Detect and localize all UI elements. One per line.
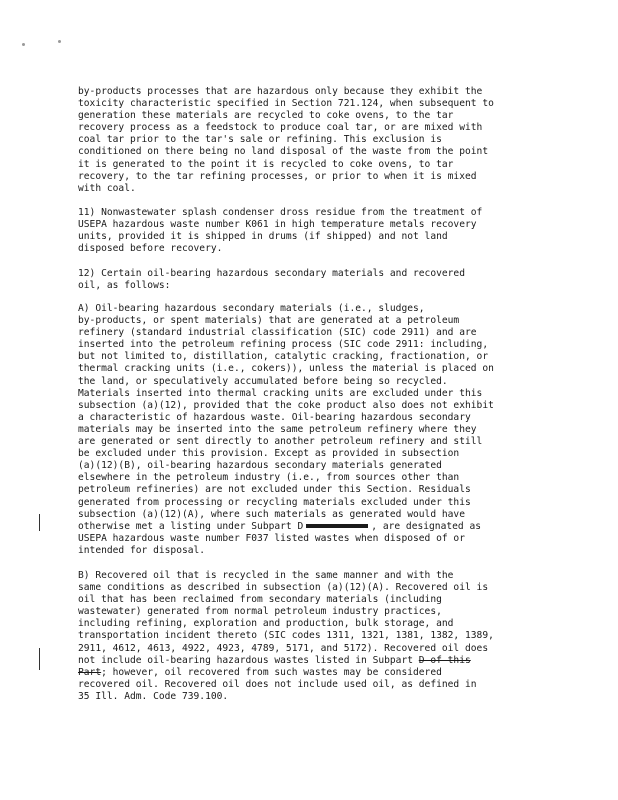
text-line: 35 Ill. Adm. Code 739.100. [78,690,229,702]
text-line: oil, as follows: [78,280,171,292]
item-12b-paragraph [78,570,546,703]
text-line: including refining, exploration and production, bulk storage, and [78,618,454,630]
text-line: Materials inserted into thermal cracking units are excluded under this [78,387,483,399]
text-line: petroleum refineries) are not excluded under this Section. Residuals [78,484,471,496]
text-line: generated from processing or recycling materials excluded under this [78,496,471,508]
text-line: thermal cracking units (i.e., cokers)), unless the material is placed on [78,363,494,375]
text-line: recovery process as a feedstock to produce coal tar, or are mixed with [78,122,483,134]
redaction-line-start: otherwise met a listing under Subpart D [78,520,304,532]
item-12a-paragraph [78,303,546,557]
text-line: with coal. [78,182,136,194]
strike-line-text: not include oil-bearing hazardous wastes listed in Subpart [78,654,419,666]
text-line: be excluded under this provision. Except as provided in subsection [78,448,460,460]
text-line: USEPA hazardous waste number K061 in high temperature metals recovery [78,219,477,231]
text-line: coal tar prior to the tar's sale or refining. This exclusion is [78,134,442,146]
text-line: the land, or speculatively accumulated before being so recycled. [78,375,448,387]
redaction-line-end: , are designated as [371,520,482,532]
text-line: toxicity characteristic specified in Section 721.124, when subsequent to [78,98,494,110]
struck-text: Part [78,666,102,678]
text-line: intended for disposal. [78,544,206,556]
text-line: recovery, to the tar refining processes, or prior to when it is mixed [78,170,477,182]
revision-change-bar [39,648,40,670]
text-line-with-redaction [78,521,546,533]
text-line: by-products, or spent materials) that are generated at a petroleum [78,315,460,327]
text-line: subsection (a)(12), provided that the coke product also does not exhibit [78,399,494,411]
text-line: 12) Certain oil-bearing hazardous secondary materials and recovered [78,268,465,279]
text-line: recovered oil. Recovered oil does not include used oil, as defined in [78,678,477,690]
text-line: are generated or sent directly to another petroleum refinery and still [78,436,483,448]
text-line: USEPA hazardous waste number F037 listed wastes when disposed of or [78,532,465,544]
text-line: transportation incident thereto (SIC codes 1311, 1321, 1381, 1382, 1389, [78,630,494,642]
text-line: 2911, 4612, 4613, 4922, 4923, 4789, 5171, and 5172). Recovered oil does [78,642,489,654]
text-line: it is generated to the point it is recycled to coke ovens, to tar [78,158,454,170]
scan-speck [58,40,61,43]
text-line: disposed before recovery. [78,243,223,255]
text-line: B) Recovered oil that is recycled in the same manner and with the [78,570,454,581]
text-line: conditioned on there being no land disposal of the waste from the point [78,146,489,158]
text-line: inserted into the petroleum refining process (SIC code 2911: including, [78,339,489,351]
item-11-paragraph [78,207,546,255]
scan-speck [22,43,25,46]
redaction-bar [306,524,368,528]
text-line: oil that has been reclaimed from secondary materials (including [78,594,442,606]
text-line-with-strike [78,655,546,667]
text-line: same conditions as described in subsection (a)(12)(A). Recovered oil is [78,582,489,594]
text-line-with-strike [78,667,546,679]
text-line: 11) Nonwastewater splash condenser dross residue from the treatment of [78,207,483,218]
revision-change-bar [39,514,40,531]
text-line: subsection (a)(12)(A), where such materials as generated would have [78,508,465,520]
text-line: but not limited to, distillation, catalytic cracking, fractionation, or [78,351,489,363]
text-line: refinery (standard industrial classification (SIC) code 2911) and are [78,327,477,339]
text-line: elsewhere in the petroleum industry (i.e., from sources other than [78,472,460,484]
text-line: by-products processes that are hazardous only because they exhibit the [78,86,483,97]
text-line: generation these materials are recycled to coke ovens, to the tar [78,110,454,122]
item-12-paragraph [78,268,546,292]
after-strike-text: ; however, oil recovered from such wastes may be considered [101,666,442,678]
text-line: (a)(12)(B), oil-bearing hazardous secondary materials generated [78,460,442,472]
text-line: A) Oil-bearing hazardous secondary materials (i.e., sludges, [78,303,425,314]
text-line: wastewater) generated from normal petroleum industry practices, [78,606,442,618]
text-line: a characteristic of hazardous waste. Oil-bearing hazardous secondary [78,411,471,423]
text-line: materials may be inserted into the same petroleum refinery where they [78,423,477,435]
struck-text: D of this [418,654,471,666]
continued-paragraph [78,86,546,195]
text-line: units, provided it is shipped in drums (if shipped) and not land [78,231,448,243]
